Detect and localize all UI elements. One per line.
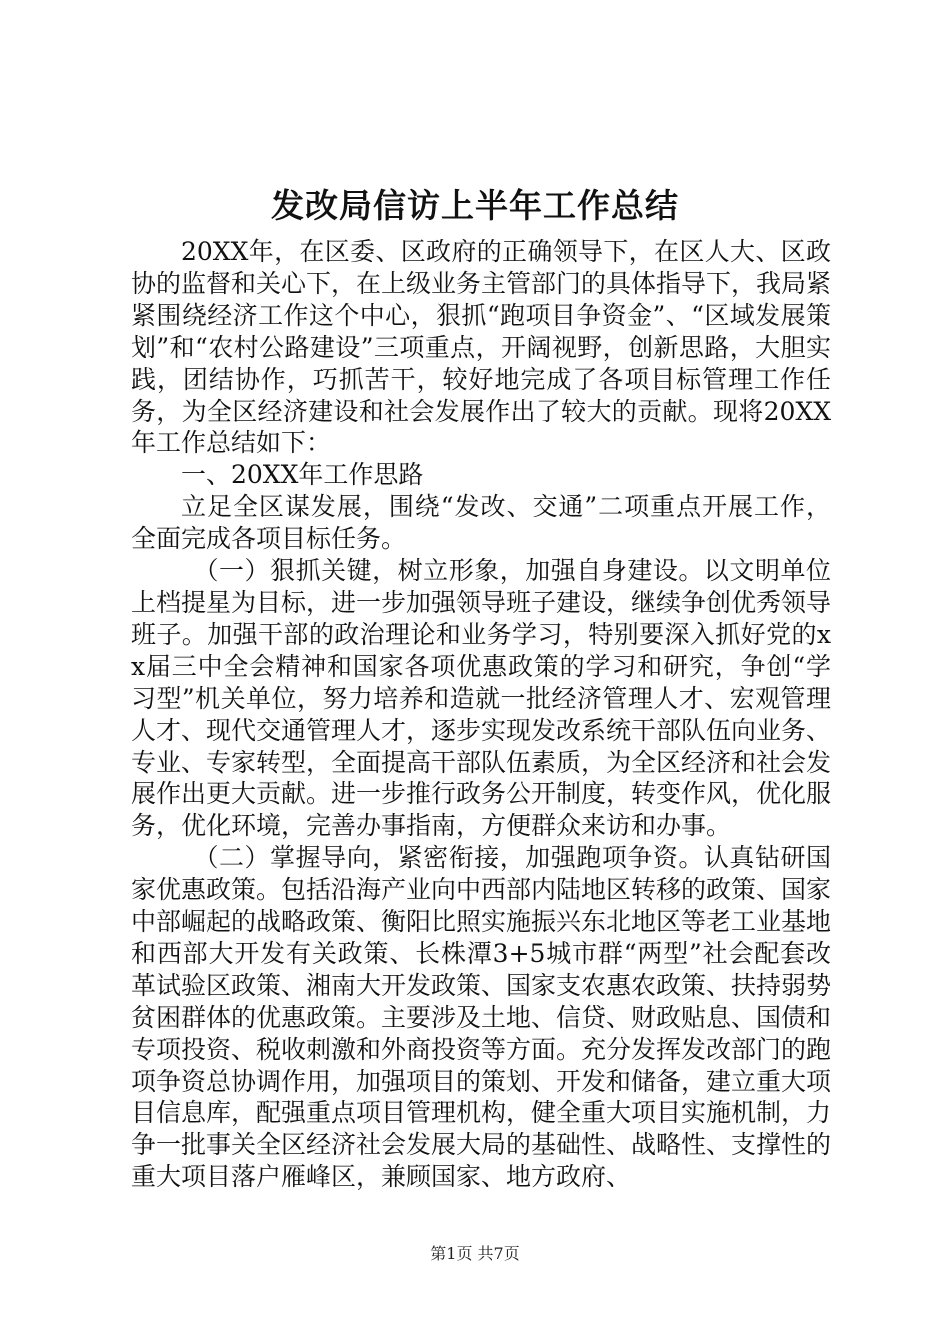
paragraph-item-2: （二）掌握导向，紧密衔接，加强跑项争资。认真钻研国家优惠政策。包括沿海产业向中西部内陆地区转移的政策、国家中部崛起的战略政策、衡阳比照实施振兴东北地区等老工业基地和西部大开发有关政策、长株潭3+5城市群“两型”社会配套改革试验区政策、湘南大开发政策、国家支农惠农政策、扶持弱势贫困群体的优惠政策。主要涉及土地、信贷、财政贴息、国债和专项投资、税收刺激和外商投资等方面。充分发挥发改部门的跑项争资总协调作用，加强项目的策划、开发和储备，建立重大项目信息库，配强重点项目管理机构，健全重大项目实施机制，力争一批事关全区经济社会发展大局的基础性、战略性、支撑性的重大项目落户雁峰区，兼顾国家、地方政府、	[131, 843, 832, 1192]
page-title: 发改局信访上半年工作总结	[271, 186, 679, 225]
page-footer: 第1页 共7页	[430, 1244, 520, 1263]
paragraph-intro: 20XX年，在区委、区政府的正确领导下，在区人大、区政协的监督和关心下，在上级业务主管部门的具体指导下，我局紧紧围绕经济工作这个中心，狠抓“跑项目争资金”、“区域发展策划”和“农村公路建设”三项重点，开阔视野，创新思路，大胆实践，团结协作，巧抓苦干，较好地完成了各项目标管理工作任务，为全区经济建设和社会发展作出了较大的贡献。现将20XX年工作总结如下：	[131, 237, 832, 458]
paragraph-work-idea: 立足全区谋发展，围绕“发改、交通”二项重点开展工作，全面完成各项目标任务。	[131, 492, 831, 554]
section-heading-1: 一、20XX年工作思路	[181, 460, 424, 490]
document-body	[131, 236, 831, 1193]
paragraph-item-1: （一）狠抓关键，树立形象，加强自身建设。以文明单位上档提星为目标，进一步加强领导班子建设，继续争创优秀领导班子。加强干部的政治理论和业务学习，特别要深入抓好党的xx届三中全会精神和国家各项优惠政策的学习和研究，争创“学习型”机关单位，努力培养和造就一批经济管理人才、宏观管理人才、现代交通管理人才，逐步实现发改系统干部队伍向业务、专业、专家转型，全面提高干部队伍素质，为全区经济和社会发展作出更大贡献。进一步推行政务公开制度，转变作风，优化服务，优化环境，完善办事指南，方便群众来访和办事。	[131, 556, 832, 841]
